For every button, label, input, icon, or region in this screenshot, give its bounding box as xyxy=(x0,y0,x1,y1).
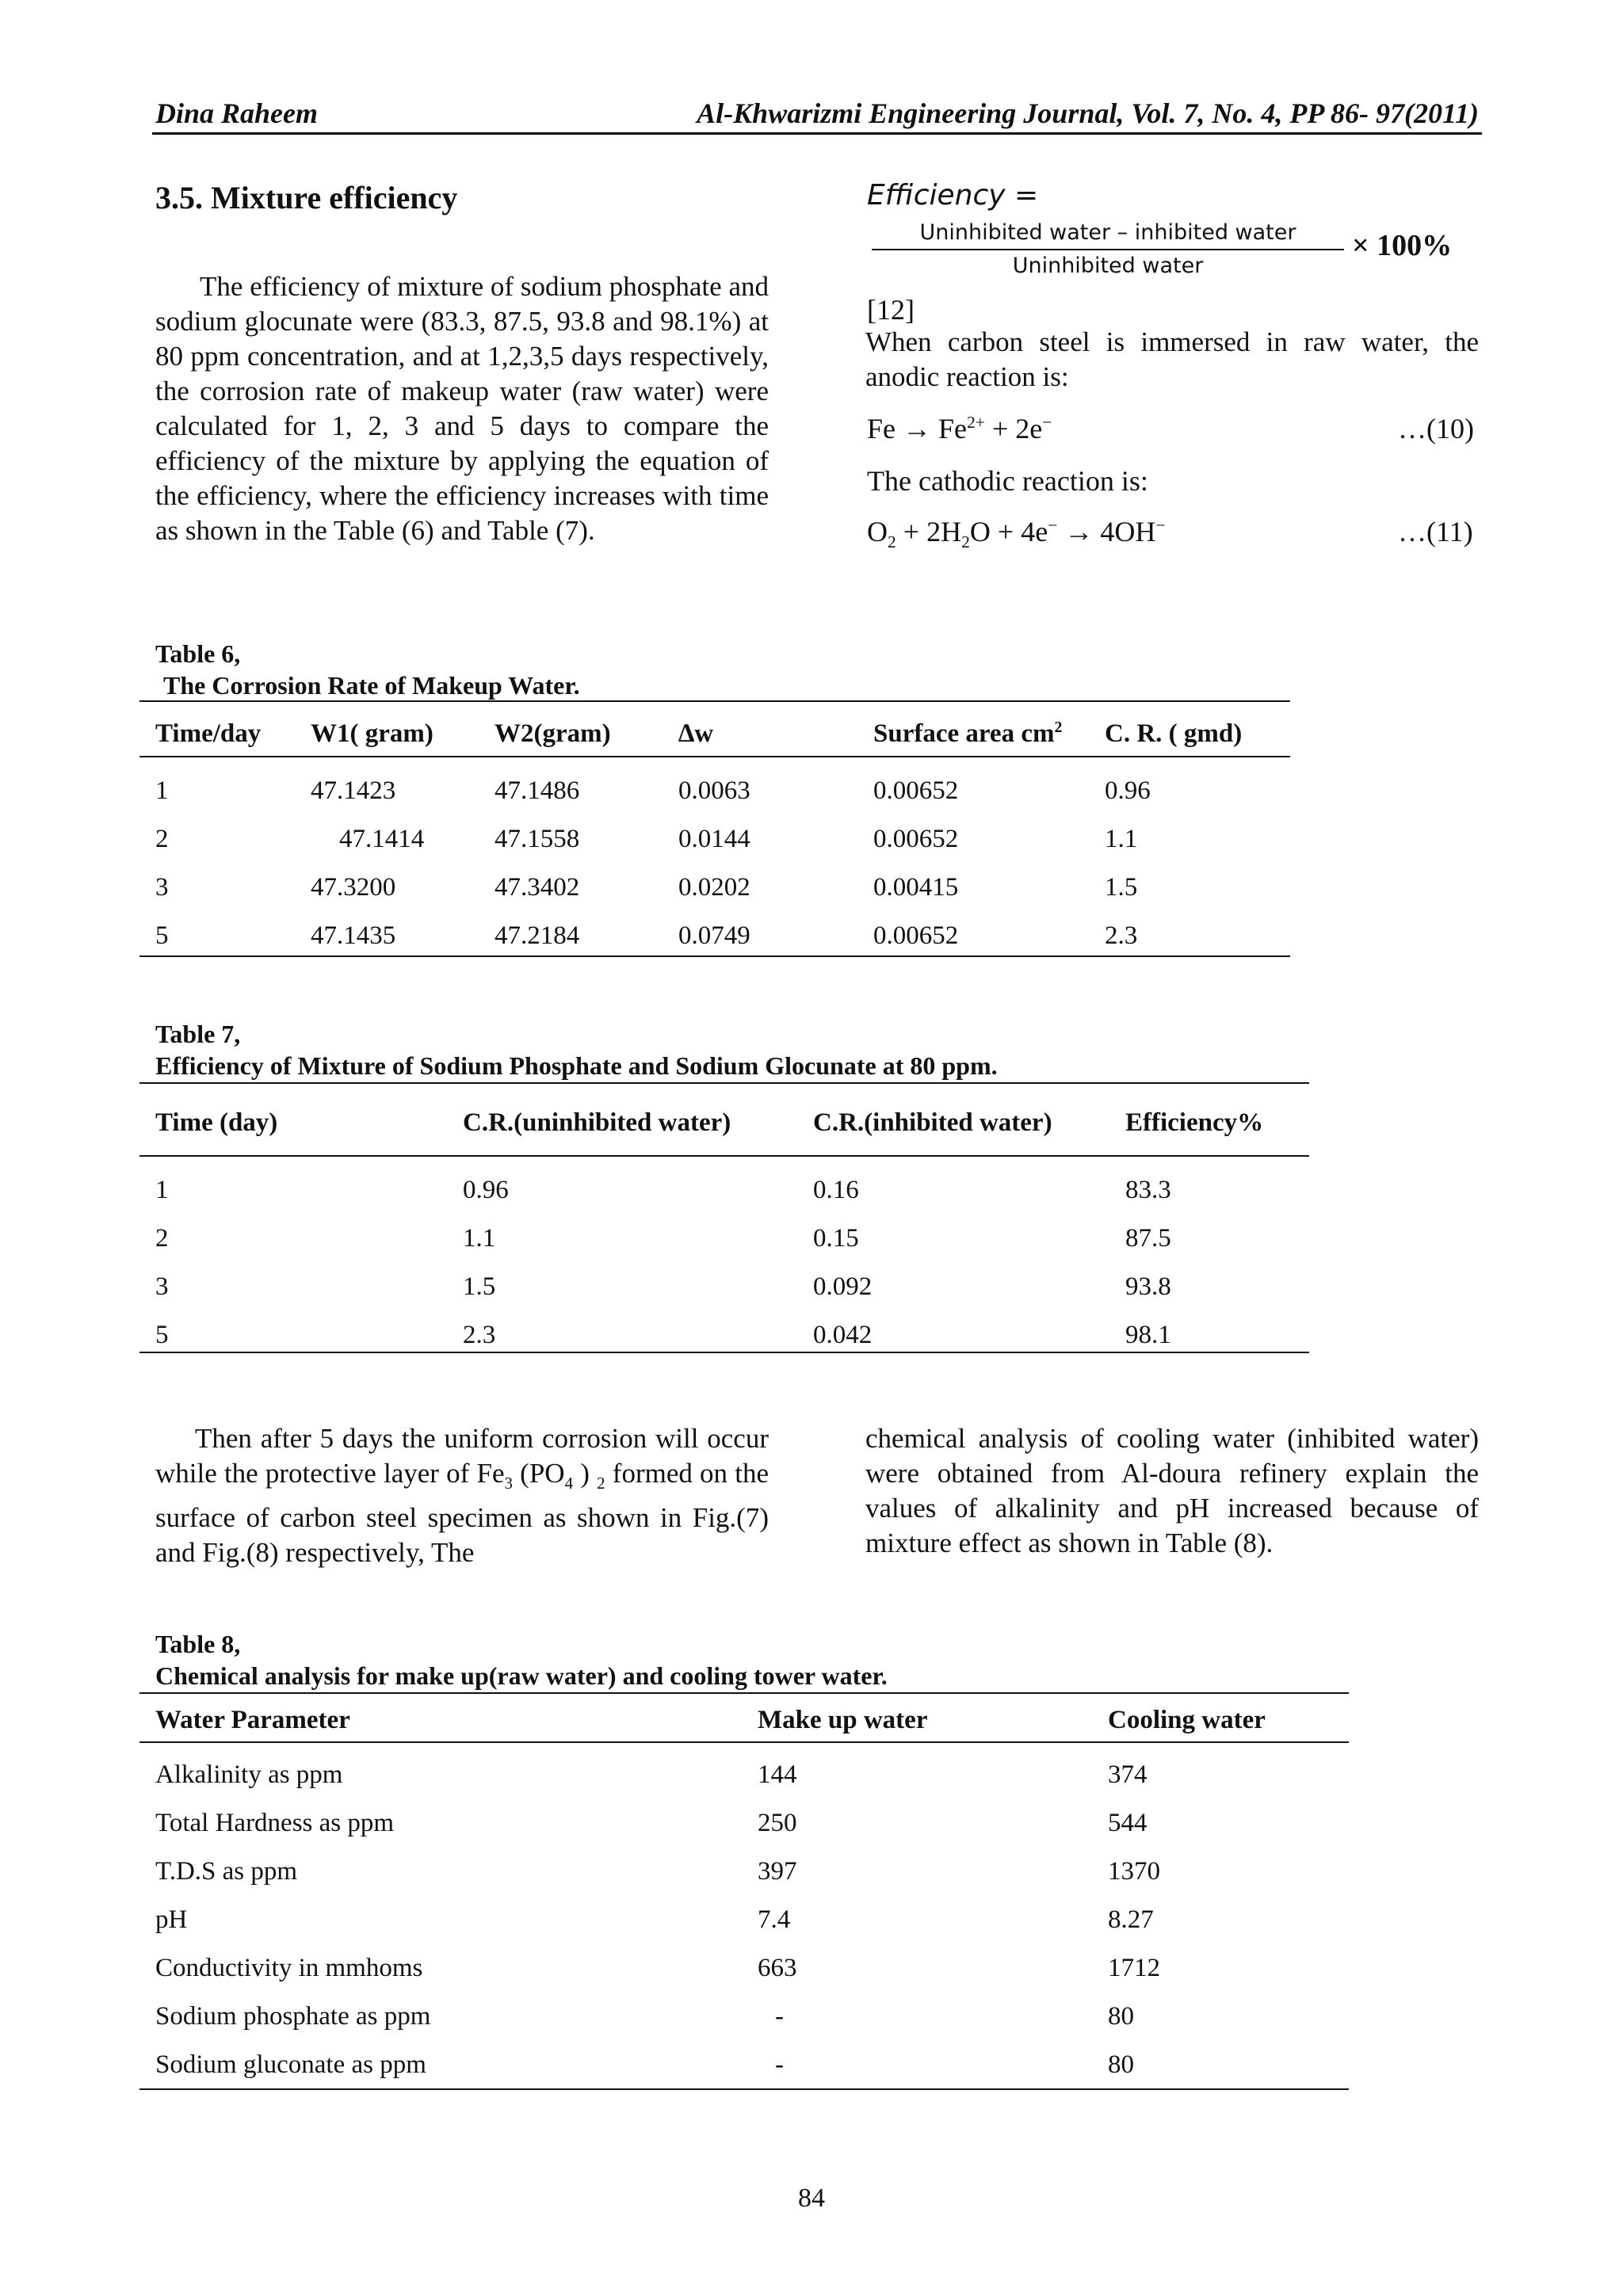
table-row xyxy=(155,1944,1336,1993)
efficiency-formula-label: Efficiency = xyxy=(867,179,1039,212)
running-header-author: Dina Raheem xyxy=(155,97,319,129)
table-cell: 80 xyxy=(1108,2050,1134,2079)
section-title: 3.5. Mixture efficiency xyxy=(155,180,458,215)
table-cell: 83.3 xyxy=(1125,1176,1171,1204)
equation-11-number: …(11) xyxy=(1398,516,1473,547)
table6-header-cell: W1( gram) xyxy=(311,719,433,748)
page-number: 84 xyxy=(798,2183,825,2213)
table7-header-cell: Time (day) xyxy=(155,1108,278,1137)
table-cell: 1.5 xyxy=(1105,873,1138,902)
running-header-journal: Al-Khwarizmi Engineering Journal, Vol. 7, No. 4, PP 86- 97(2011) xyxy=(697,97,1479,129)
table-cell: 144 xyxy=(758,1760,797,1789)
table-row xyxy=(155,1215,1296,1263)
table7-title: Efficiency of Mixture of Sodium Phosphate and Sodium Glocunate at 80 ppm. xyxy=(155,1051,998,1080)
table8-header-rule xyxy=(139,1741,1349,1743)
table-cell: 0.00652 xyxy=(873,825,959,853)
table6-title: The Corrosion Rate of Makeup Water. xyxy=(163,671,580,700)
table-cell: 47.1414 xyxy=(339,825,425,853)
table-row xyxy=(155,864,1281,912)
table-cell: 1.5 xyxy=(463,1272,496,1301)
table6-header-cell: W2(gram) xyxy=(495,719,611,748)
table-cell: 47.1486 xyxy=(495,776,580,805)
table-cell: T.D.S as ppm xyxy=(155,1857,298,1886)
table-row xyxy=(155,1993,1336,2041)
table-cell: 0.092 xyxy=(813,1272,873,1301)
table-cell: Total Hardness as ppm xyxy=(155,1809,395,1837)
table7-header-cell: Efficiency% xyxy=(1125,1108,1264,1137)
table-cell: 0.00652 xyxy=(873,921,959,950)
table6-label: Table 6, xyxy=(155,639,241,668)
equation-10: $Fe \to Fe^{2+} + 2e^-$ xyxy=(867,413,1052,444)
table-cell: 0.96 xyxy=(1105,776,1151,805)
table-cell: 7.4 xyxy=(758,1905,791,1934)
formula-reference: [12] xyxy=(867,294,915,326)
table-cell: 47.1423 xyxy=(311,776,396,805)
table-cell: 0.0202 xyxy=(678,873,750,902)
table-row xyxy=(155,1896,1336,1944)
table-row xyxy=(155,815,1281,864)
table-cell: 2.3 xyxy=(463,1321,496,1349)
table8-header-cell: Cooling water xyxy=(1108,1705,1266,1734)
formula-numerator: Uninhibited water – inhibited water xyxy=(919,220,1296,245)
table6-bottom-rule xyxy=(139,955,1290,957)
table-cell: Alkalinity as ppm xyxy=(155,1760,343,1789)
table8-header-cell: Make up water xyxy=(758,1705,928,1734)
table8-header-row xyxy=(155,1700,1336,1740)
table-row xyxy=(155,2041,1336,2089)
table-cell: 0.16 xyxy=(813,1176,859,1204)
anodic-reaction-intro: When carbon steel is immersed in raw water, the anodic reaction is: xyxy=(865,326,1479,392)
cathodic-reaction-intro: The cathodic reaction is: xyxy=(867,465,1148,497)
table-cell: 47.2184 xyxy=(495,921,580,950)
table-cell: 8.27 xyxy=(1108,1905,1154,1934)
table-cell: Conductivity in mmhoms xyxy=(155,1954,423,1982)
fraction-bar xyxy=(872,249,1344,250)
table-cell: 47.1435 xyxy=(311,921,396,950)
table6-body xyxy=(155,767,1281,960)
table6-header-row xyxy=(155,711,1281,756)
table6-header-cell: Time/day xyxy=(155,719,262,748)
table-cell: 2 xyxy=(155,825,169,853)
table-cell: 0.96 xyxy=(463,1176,509,1204)
formula-multiplier: × 100% xyxy=(1352,229,1453,262)
table-row xyxy=(155,1751,1336,1799)
table6-header-cell: ∆w xyxy=(678,719,714,748)
table-cell: 47.3402 xyxy=(495,873,580,902)
table8-body xyxy=(155,1751,1336,2089)
protective-layer-paragraph: Then after 5 days the uniform corrosion will occur while the protective layer of $Fe_3$ ($PO_4$ ) $_2$ formed on the surface of carbon steel specimen as shown in Fig.(7) and Fig.(8) respectively, The xyxy=(155,1423,769,1568)
table-cell: 87.5 xyxy=(1125,1224,1171,1253)
table-cell: 0.00415 xyxy=(873,873,959,902)
table-cell: 3 xyxy=(155,1272,169,1301)
table-cell: 98.1 xyxy=(1125,1321,1171,1349)
table7-header-rule xyxy=(139,1155,1309,1157)
table-cell: 93.8 xyxy=(1125,1272,1171,1301)
table7 xyxy=(155,1095,1296,1150)
table-cell: 250 xyxy=(758,1809,797,1837)
table-cell: 5 xyxy=(155,921,169,950)
mixture-efficiency-paragraph: The efficiency of mixture of sodium phosphate and sodium glocunate were (83.3, 87.5, 93.8 and 98.1%) at 80 ppm concentration, and at 1,2,3,5 days respectively, the corrosion rate of makeup water (raw water) were calculated for 1, 2, 3 and 5 days to compare the efficiency of the mixture by applying the equation of the efficiency, where the efficiency increases with time as shown in the Table (6) and Table (7). xyxy=(155,271,769,546)
table-cell: 0.042 xyxy=(813,1321,873,1349)
table-row xyxy=(155,912,1281,960)
chemical-analysis-paragraph: chemical analysis of cooling water (inhibited water) were obtained from Al-doura refinery explain the values of alkalinity and pH increased because of mixture effect as shown in Table (8). xyxy=(865,1423,1479,1558)
table-cell: 0.0063 xyxy=(678,776,750,805)
table-cell: 3 xyxy=(155,873,169,902)
table6-header-cell: C. R. ( gmd) xyxy=(1105,719,1243,748)
table-row xyxy=(155,1848,1336,1896)
table-cell: 663 xyxy=(758,1954,797,1982)
table-cell: 0.0749 xyxy=(678,921,750,950)
table7-body xyxy=(155,1166,1296,1360)
table-cell: 1.1 xyxy=(463,1224,496,1253)
table-cell: 1 xyxy=(155,776,169,805)
table-cell: pH xyxy=(155,1905,188,1934)
table-cell: Sodium gluconate as ppm xyxy=(155,2050,426,2079)
table7-header-cell: C.R.(uninhibited water) xyxy=(463,1108,731,1137)
equation-10-number: …(10) xyxy=(1398,413,1474,444)
table-cell: 5 xyxy=(155,1321,169,1349)
table8 xyxy=(155,1700,1336,1740)
table7-header-cell: C.R.(inhibited water) xyxy=(813,1108,1052,1137)
table8-bottom-rule xyxy=(139,2088,1349,2090)
table7-header-row xyxy=(155,1095,1296,1150)
table-cell: 2 xyxy=(155,1224,169,1253)
table-row xyxy=(155,1166,1296,1215)
table7-bottom-rule xyxy=(139,1352,1309,1353)
table7-label: Table 7, xyxy=(155,1020,241,1048)
table-cell: Sodium phosphate as ppm xyxy=(155,2002,431,2031)
table-cell: 544 xyxy=(1108,1809,1148,1837)
table-cell: 0.0144 xyxy=(678,825,750,853)
table6-header-rule xyxy=(139,756,1290,757)
table-cell: 1.1 xyxy=(1105,825,1138,853)
table-row xyxy=(155,1799,1336,1848)
table7-top-rule xyxy=(139,1082,1309,1084)
table-row xyxy=(155,1263,1296,1311)
table-cell: 80 xyxy=(1108,2002,1134,2031)
table-cell: 2.3 xyxy=(1105,921,1138,950)
table6-header-cell: Surface area $cm^2$ xyxy=(873,719,1063,748)
table8-title: Chemical analysis for make up(raw water) and cooling tower water. xyxy=(155,1661,888,1690)
table-cell: - xyxy=(775,2050,784,2079)
formula-denominator: Uninhibited water xyxy=(1012,254,1204,278)
table-cell: 47.3200 xyxy=(311,873,396,902)
table-cell: 47.1558 xyxy=(495,825,580,853)
header-rule xyxy=(152,132,1482,135)
table6-top-rule xyxy=(139,700,1290,702)
equation-11: $O_2 + 2H_2O + 4e^- \to 4OH^-$ xyxy=(867,516,1166,552)
table8-label: Table 8, xyxy=(155,1630,241,1658)
table-cell: 0.15 xyxy=(813,1224,859,1253)
table-cell: 1370 xyxy=(1108,1857,1160,1886)
table-cell: 1 xyxy=(155,1176,169,1204)
table-cell: 374 xyxy=(1108,1760,1148,1789)
table-cell: 0.00652 xyxy=(873,776,959,805)
table6 xyxy=(155,711,1281,756)
table-cell: 397 xyxy=(758,1857,797,1886)
table-cell: 1712 xyxy=(1108,1954,1160,1982)
table-cell: - xyxy=(775,2002,784,2031)
table8-header-cell: Water Parameter xyxy=(155,1705,350,1734)
table-row xyxy=(155,767,1281,815)
table8-top-rule xyxy=(139,1692,1349,1694)
